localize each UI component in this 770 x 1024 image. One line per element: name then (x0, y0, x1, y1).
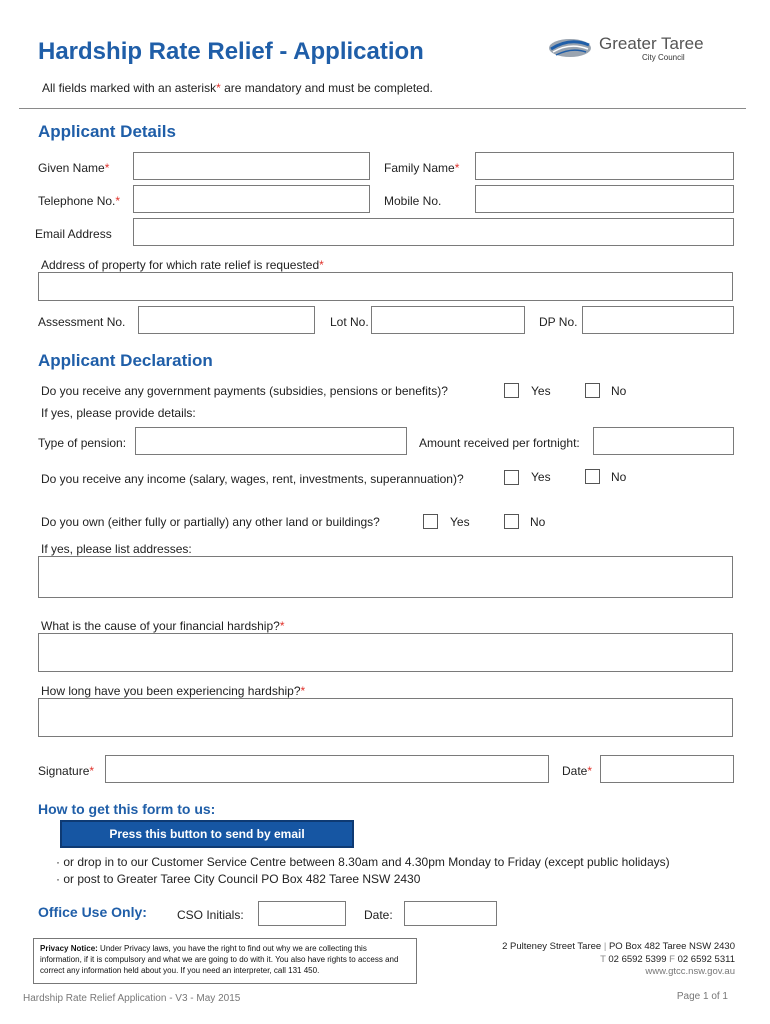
logo-subtitle: City Council (642, 53, 685, 62)
council-website[interactable]: www.gtcc.nsw.gov.au (645, 966, 735, 977)
cause-question: What is the cause of your financial hardship?* (41, 619, 285, 633)
telephone-label: Telephone No.* (38, 194, 121, 208)
government-payments-question: Do you receive any government payments (subsidies, pensions or benefits)? (41, 384, 448, 398)
mandatory-note: All fields marked with an asterisk* are mandatory and must be completed. (42, 81, 433, 95)
dp-label: DP No. (539, 315, 578, 329)
property-address-label: Address of property for which rate relief is requested* (41, 258, 324, 272)
asterisk: * (216, 81, 221, 95)
dp-field[interactable] (582, 306, 734, 334)
addresses-field[interactable] (38, 556, 733, 598)
telephone-field[interactable] (133, 185, 370, 213)
how-long-question: How long have you been experiencing hardship?* (41, 684, 306, 698)
given-name-field[interactable] (133, 152, 370, 180)
date-label: Date* (562, 764, 593, 778)
government-yes-checkbox[interactable] (504, 383, 519, 398)
income-yes-checkbox[interactable] (504, 470, 519, 485)
income-yes-label: Yes (531, 470, 551, 484)
office-date-label: Date: (364, 908, 393, 922)
assessment-field[interactable] (138, 306, 315, 334)
bullet-post: · or post to Greater Taree City Council PO Box 482 Taree NSW 2430 (56, 872, 421, 886)
lot-label: Lot No. (330, 315, 369, 329)
cso-initials-field[interactable] (258, 901, 346, 926)
family-name-label: Family Name* (384, 161, 460, 175)
lot-field[interactable] (371, 306, 525, 334)
send-email-button[interactable]: Press this button to send by email (60, 820, 354, 848)
government-no-label: No (611, 384, 627, 398)
amount-fortnight-field[interactable] (593, 427, 734, 455)
income-question: Do you receive any income (salary, wages, rent, investments, superannuation)? (41, 472, 464, 486)
footer-version: Hardship Rate Relief Application - V3 - May 2015 (23, 993, 241, 1004)
given-name-label: Given Name* (38, 161, 110, 175)
mobile-label: Mobile No. (384, 194, 442, 208)
how-long-field[interactable] (38, 698, 733, 737)
if-yes-addresses-label: If yes, please list addresses: (41, 542, 192, 556)
signature-field[interactable] (105, 755, 549, 783)
divider (19, 108, 746, 109)
income-no-checkbox[interactable] (585, 469, 600, 484)
if-yes-details-label: If yes, please provide details: (41, 406, 196, 420)
privacy-notice: Privacy Notice: Under Privacy laws, you have the right to find out why we are collecting this information, if it is compulsory and what we are going to do with it. You also have rights to access and correct any information held about you. If you need an interpreter, call 131 450. (33, 938, 417, 984)
family-name-field[interactable] (475, 152, 734, 180)
land-no-checkbox[interactable] (504, 514, 519, 529)
cso-initials-label: CSO Initials: (177, 908, 244, 922)
email-label: Email Address (35, 227, 112, 241)
mobile-field[interactable] (475, 185, 734, 213)
page-number: Page 1 of 1 (676, 991, 728, 1002)
date-field[interactable] (600, 755, 734, 783)
amount-fortnight-label: Amount received per fortnight: (419, 436, 580, 450)
email-field[interactable] (133, 218, 734, 246)
office-use-heading: Office Use Only: (38, 904, 147, 920)
logo-name: Greater Taree (599, 34, 704, 53)
signature-label: Signature* (38, 764, 95, 778)
applicant-declaration-heading: Applicant Declaration (38, 351, 213, 370)
council-address: 2 Pulteney Street Taree | PO Box 482 Taree NSW 2430 (502, 941, 735, 952)
assessment-label: Assessment No. (38, 315, 126, 329)
land-yes-checkbox[interactable] (423, 514, 438, 529)
government-yes-label: Yes (531, 384, 551, 398)
logo-emblem-icon (548, 36, 592, 60)
income-no-label: No (611, 470, 627, 484)
office-date-field[interactable] (404, 901, 497, 926)
land-no-label: No (530, 515, 546, 529)
type-of-pension-field[interactable] (135, 427, 407, 455)
applicant-details-heading: Applicant Details (38, 122, 176, 141)
council-logo (548, 34, 738, 66)
bullet-drop-in: · or drop in to our Customer Service Centre between 8.30am and 4.30pm Monday to Friday (except public holidays) (56, 855, 670, 869)
government-no-checkbox[interactable] (585, 383, 600, 398)
page-title: Hardship Rate Relief - Application (38, 38, 424, 65)
council-phone-fax: T 02 6592 5399 F 02 6592 5311 (600, 954, 735, 965)
land-question: Do you own (either fully or partially) any other land or buildings? (41, 515, 380, 529)
cause-field[interactable] (38, 633, 733, 672)
type-of-pension-label: Type of pension: (38, 436, 127, 450)
how-to-send-heading: How to get this form to us: (38, 801, 216, 817)
land-yes-label: Yes (450, 515, 470, 529)
property-address-field[interactable] (38, 272, 733, 301)
